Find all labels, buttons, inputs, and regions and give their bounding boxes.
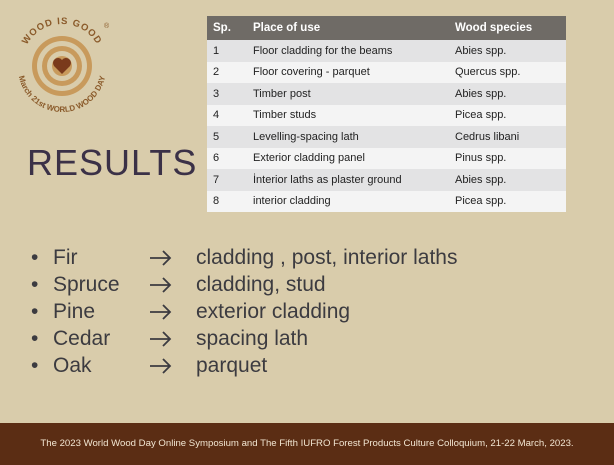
arrow-right-icon [148,352,174,379]
table-cell: 1 [207,40,247,62]
bullet-use: parquet [196,354,268,377]
slide-title: RESULTS [27,142,198,183]
table-cell: Cedrus libani [449,126,566,148]
arrow-right-icon [148,325,174,352]
column-header: Place of use [247,16,449,40]
table-row [207,83,566,105]
table-cell: Timber post [247,83,449,105]
table-row [207,40,566,62]
bullet-wood: Cedar [53,327,111,350]
table-cell: Abies spp. [449,169,566,191]
table-cell: interior cladding [247,191,449,213]
table-cell: Exterior cladding panel [247,148,449,170]
logo-bottom-text: March 21st WORLD WOOD DAY [16,74,108,115]
table-cell: Quercus spp. [449,62,566,84]
table-row [207,148,566,170]
table-row [207,191,566,213]
table-cell: 7 [207,169,247,191]
table-row [207,105,566,127]
arrow-right-icon [148,271,174,298]
world-wood-day-logo [6,8,118,120]
table-cell: 3 [207,83,247,105]
bullet-wood: Fir [53,246,78,269]
table-cell: Floor cladding for the beams [247,40,449,62]
bullet-use: cladding , post, interior laths [196,246,458,269]
table-cell: 6 [207,148,247,170]
table-row [207,126,566,148]
table-row [207,169,566,191]
bullet-dot: • [31,273,39,296]
column-header: Sp. [207,16,247,40]
table-cell: Timber studs [247,105,449,127]
table-cell: 5 [207,126,247,148]
bullet-use: cladding, stud [196,273,326,296]
bullet-wood: Oak [53,354,92,377]
bullet-use: exterior cladding [196,300,351,323]
bullet-dot: • [31,300,39,323]
bullet-dot: • [31,246,39,269]
table-cell: Picea spp. [449,105,566,127]
table-cell: 8 [207,191,247,213]
bullet-wood: Pine [53,300,96,323]
table-cell: Levelling-spacing lath [247,126,449,148]
table-cell: 4 [207,105,247,127]
logo-top-text: WOOD IS GOOD [20,15,104,47]
wood-use-table [207,16,566,212]
bullet-dot: • [31,327,39,350]
table-cell: İnterior laths as plaster ground [247,169,449,191]
arrow-right-icon [148,298,174,325]
bullet-wood: Spruce [53,273,120,296]
table-row [207,62,566,84]
table-cell: Picea spp. [449,191,566,213]
table-header-row [207,16,566,40]
table-cell: Floor covering - parquet [247,62,449,84]
table-cell: Abies spp. [449,83,566,105]
registered-mark: ® [104,23,110,30]
table-cell: 2 [207,62,247,84]
table-cell: Abies spp. [449,40,566,62]
bullet-dot: • [31,354,39,377]
arrow-right-icon [148,244,174,271]
bullet-use: spacing lath [196,327,309,350]
footer-banner: The 2023 World Wood Day Online Symposium and The Fifth IUFRO Forest Products Culture Colloquium, 21-22 March, 2023. [0,423,614,465]
table-cell: Pinus spp. [449,148,566,170]
column-header: Wood species [449,16,566,40]
